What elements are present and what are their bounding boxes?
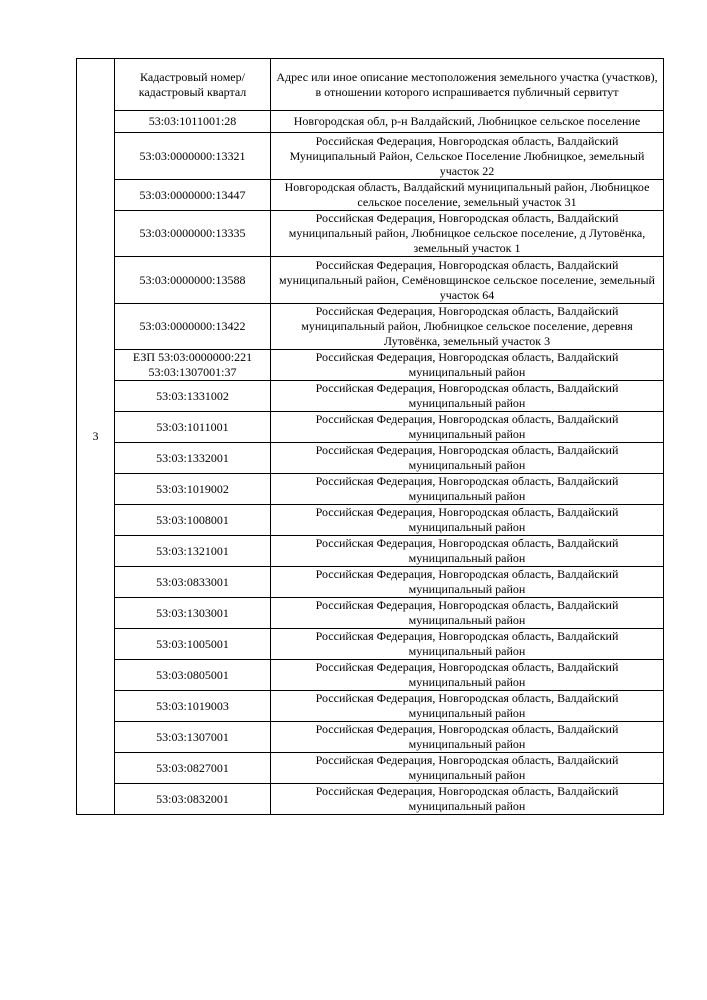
- cadastral-number-cell: 53:03:1011001: [115, 412, 271, 443]
- table-row: [77, 474, 664, 505]
- address-cell: Российская Федерация, Новгородская область, Валдайский муниципальный район: [271, 474, 664, 505]
- servitude-table: [76, 58, 664, 815]
- table-row: [77, 381, 664, 412]
- table-row: [77, 443, 664, 474]
- cadastral-number-cell: 53:03:1332001: [115, 443, 271, 474]
- header-cadastral: Кадастровый номер/кадастровый квартал: [115, 59, 271, 111]
- address-cell: Российская Федерация, Новгородская область, Валдайский муниципальный район: [271, 660, 664, 691]
- address-cell: Российская Федерация, Новгородская область, Валдайский муниципальный район: [271, 691, 664, 722]
- table-row: [77, 111, 664, 133]
- address-cell: Российская Федерация, Новгородская область, Валдайский муниципальный район: [271, 598, 664, 629]
- table-row: [77, 180, 664, 211]
- header-row: [77, 59, 664, 111]
- table-row: [77, 753, 664, 784]
- address-cell: Российская Федерация, Новгородская область, Валдайский муниципальный район: [271, 350, 664, 381]
- cadastral-number-cell: 53:03:1019003: [115, 691, 271, 722]
- address-cell: Российская Федерация, Новгородская область, Валдайский муниципальный район: [271, 536, 664, 567]
- address-cell: Российская Федерация, Новгородская область, Валдайский муниципальный район: [271, 784, 664, 815]
- address-cell: Российская Федерация, Новгородская область, Валдайский муниципальный район, Любницкое сельское поселение, деревня Лутовёнка, земельный участок 3: [271, 304, 664, 350]
- cadastral-number-cell: 53:03:0805001: [115, 660, 271, 691]
- address-cell: Российская Федерация, Новгородская область, Валдайский муниципальный район: [271, 629, 664, 660]
- cadastral-number-cell: 53:03:0832001: [115, 784, 271, 815]
- address-cell: Российская Федерация, Новгородская область, Валдайский муниципальный район: [271, 505, 664, 536]
- address-cell: Российская Федерация, Новгородская область, Валдайский муниципальный район: [271, 722, 664, 753]
- cadastral-number-cell: 53:03:1321001: [115, 536, 271, 567]
- address-cell: Российская Федерация, Новгородская область, Валдайский Муниципальный Район, Сельское Поселение Любницкое, земельный участок 22: [271, 133, 664, 180]
- cadastral-number-cell: 53:03:1011001:28: [115, 111, 271, 133]
- cadastral-number-cell: 53:03:1331002: [115, 381, 271, 412]
- address-cell: Российская Федерация, Новгородская область, Валдайский муниципальный район: [271, 443, 664, 474]
- cadastral-number-cell: 53:03:1008001: [115, 505, 271, 536]
- header-address: Адрес или иное описание местоположения земельного участка (участков), в отношении которого испрашивается публичный сервитут: [271, 59, 664, 111]
- table-row: [77, 598, 664, 629]
- address-cell: Новгородская обл, р-н Валдайский, Любницкое сельское поселение: [271, 111, 664, 133]
- table-row: [77, 536, 664, 567]
- table-row: [77, 629, 664, 660]
- table-row: [77, 211, 664, 257]
- table-row: [77, 133, 664, 180]
- address-cell: Российская Федерация, Новгородская область, Валдайский муниципальный район, Семёновщинское сельское поселение, земельный участок 64: [271, 257, 664, 304]
- cadastral-number-cell: 53:03:0000000:13447: [115, 180, 271, 211]
- table-row: [77, 722, 664, 753]
- table-row: [77, 257, 664, 304]
- table-row: [77, 505, 664, 536]
- table-row: [77, 691, 664, 722]
- cadastral-number-cell: 53:03:1005001: [115, 629, 271, 660]
- table-row: [77, 567, 664, 598]
- cadastral-number-cell: 53:03:0000000:13422: [115, 304, 271, 350]
- row-number-cell: 3: [77, 59, 115, 815]
- table-row: [77, 304, 664, 350]
- cadastral-number-cell: 53:03:1019002: [115, 474, 271, 505]
- address-cell: Российская Федерация, Новгородская область, Валдайский муниципальный район: [271, 753, 664, 784]
- cadastral-number-cell: 53:03:1307001: [115, 722, 271, 753]
- cadastral-number-cell: 53:03:0000000:13335: [115, 211, 271, 257]
- table-row: [77, 784, 664, 815]
- address-cell: Российская Федерация, Новгородская область, Валдайский муниципальный район: [271, 381, 664, 412]
- cadastral-number-cell: 53:03:1303001: [115, 598, 271, 629]
- cadastral-number-cell: 53:03:0000000:13321: [115, 133, 271, 180]
- table-row: [77, 660, 664, 691]
- table-row: [77, 412, 664, 443]
- table-body: [77, 59, 664, 815]
- address-cell: Российская Федерация, Новгородская область, Валдайский муниципальный район: [271, 567, 664, 598]
- cadastral-number-cell: 53:03:0827001: [115, 753, 271, 784]
- table-row: [77, 350, 664, 381]
- address-cell: Новгородская область, Валдайский муниципальный район, Любницкое сельское поселение, земельный участок 31: [271, 180, 664, 211]
- cadastral-number-cell: 53:03:0833001: [115, 567, 271, 598]
- address-cell: Российская Федерация, Новгородская область, Валдайский муниципальный район: [271, 412, 664, 443]
- cadastral-number-cell: 53:03:0000000:13588: [115, 257, 271, 304]
- cadastral-number-cell: ЕЗП 53:03:0000000:221 53:03:1307001:37: [115, 350, 271, 381]
- address-cell: Российская Федерация, Новгородская область, Валдайский муниципальный район, Любницкое сельское поселение, д Лутовёнка, земельный участок 1: [271, 211, 664, 257]
